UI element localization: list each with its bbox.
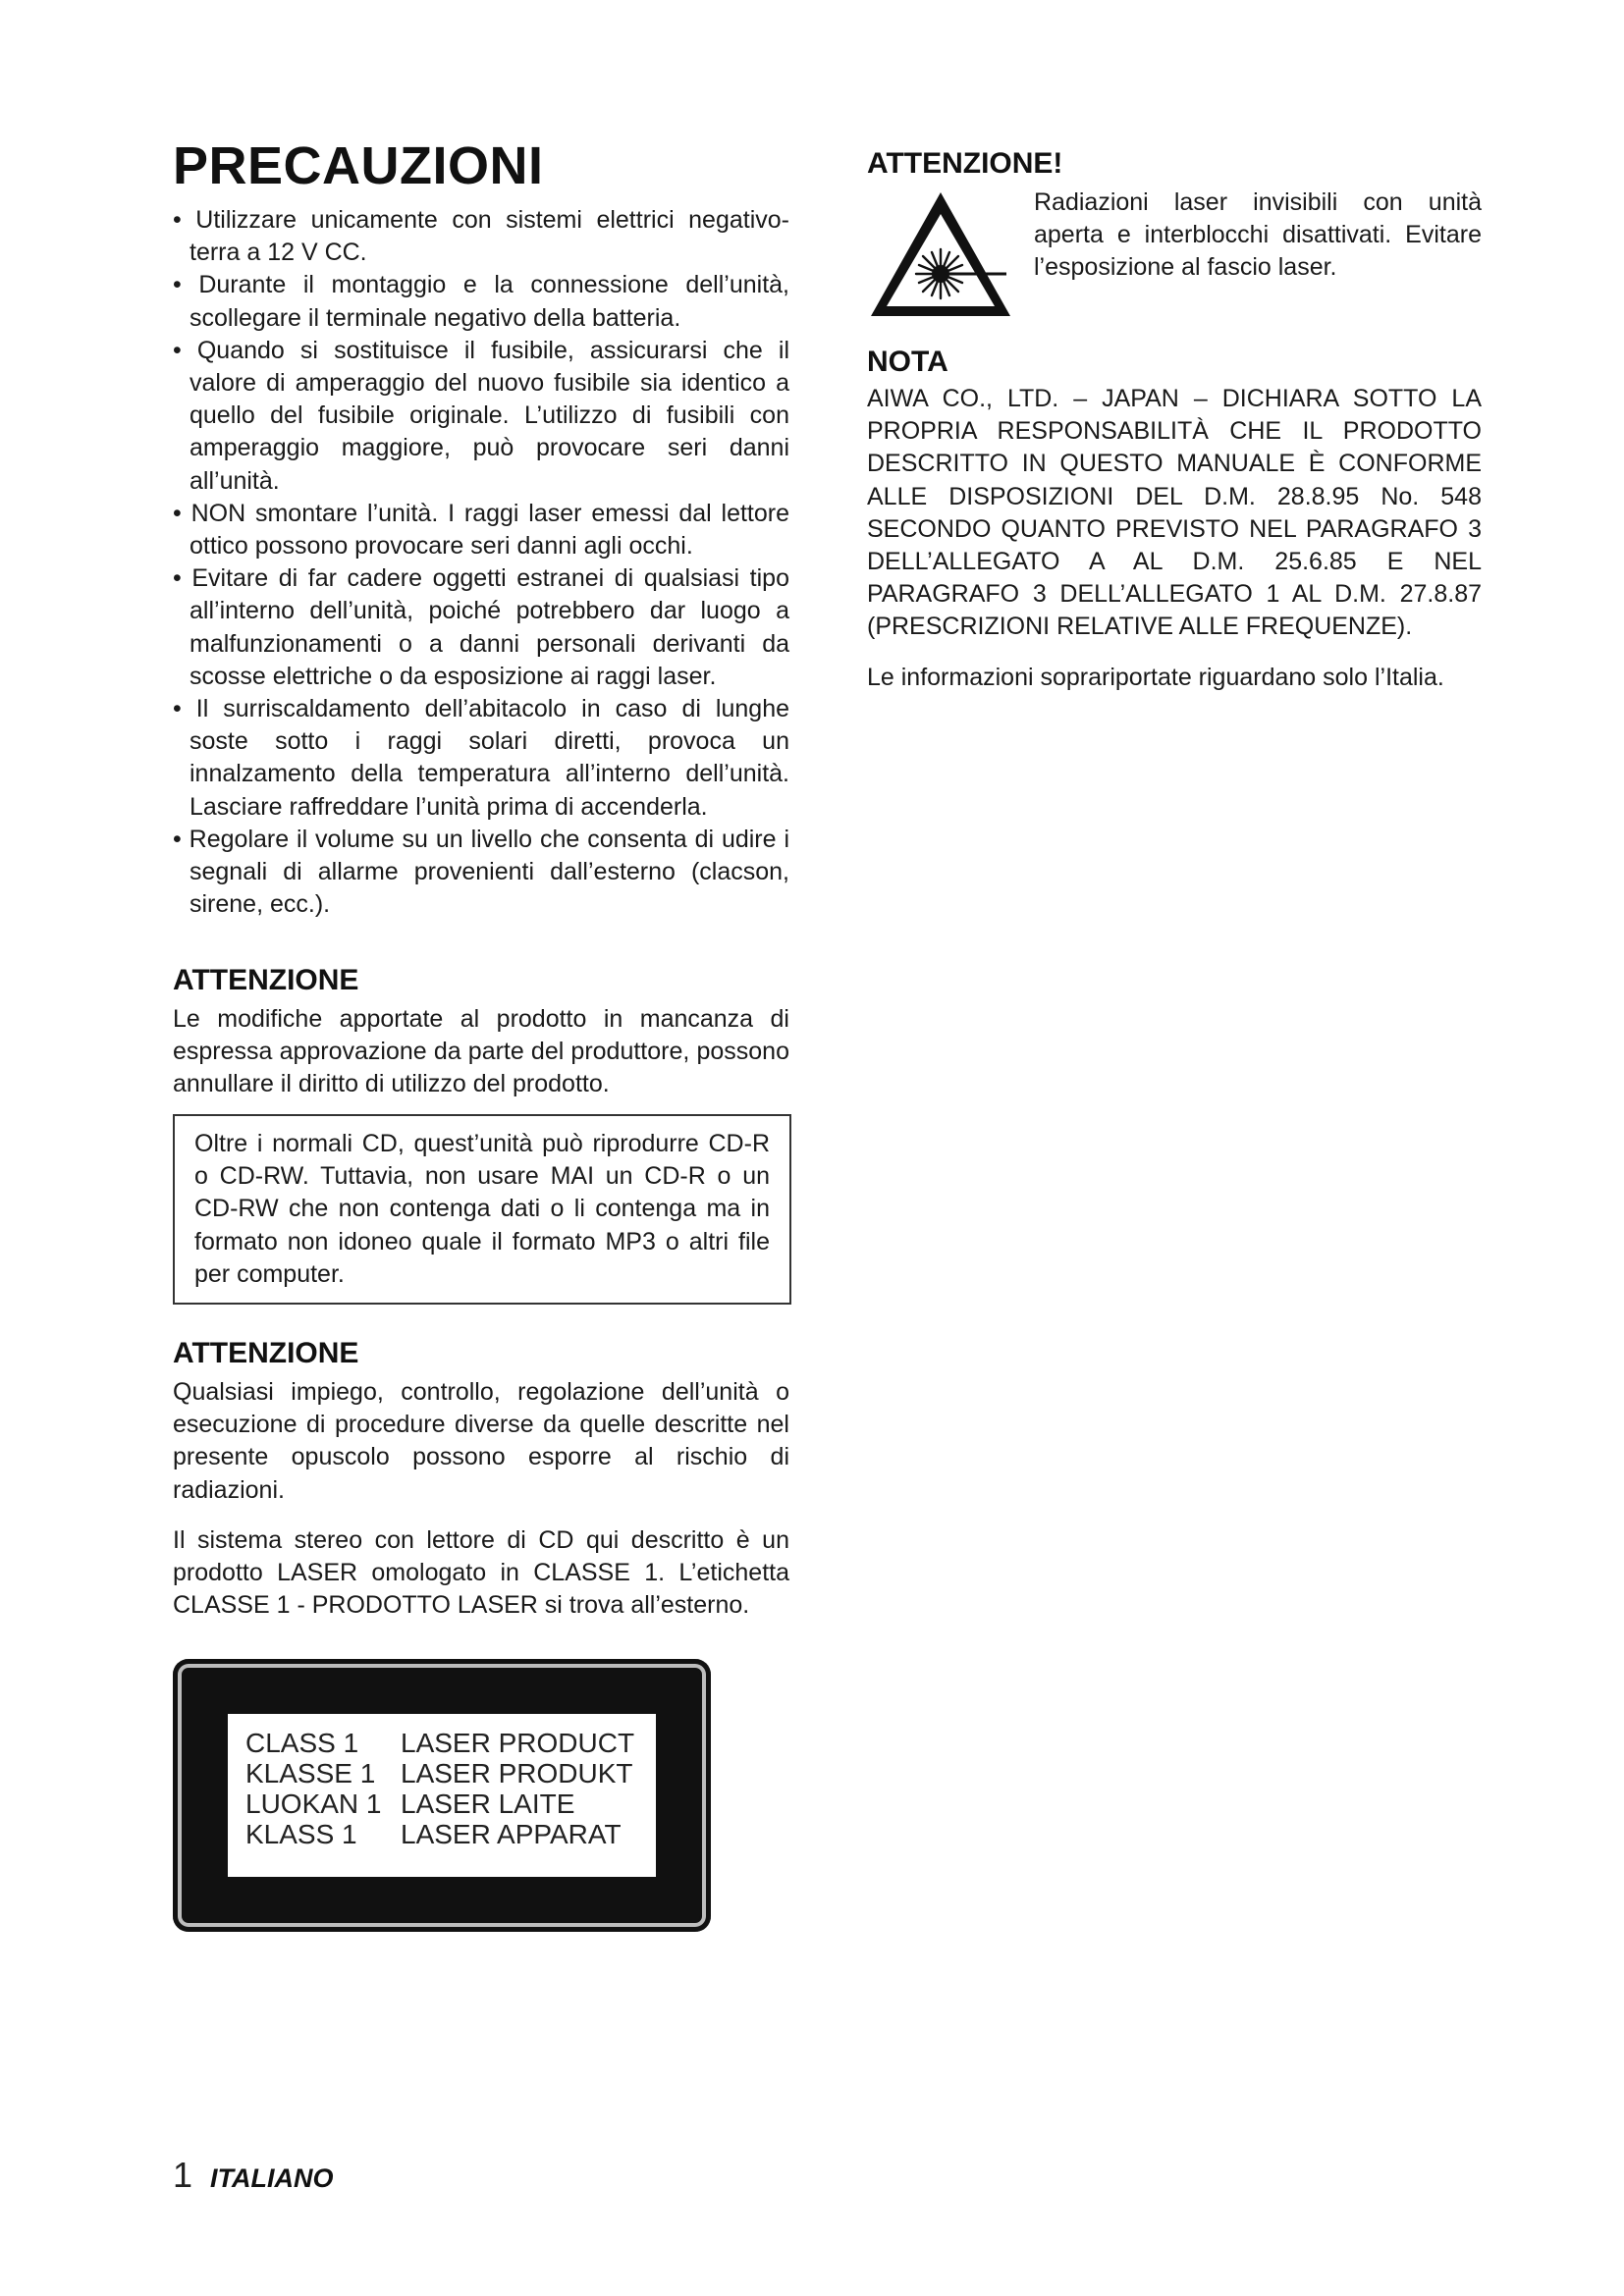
laser-label-product: LASER PRODUCT: [401, 1728, 635, 1758]
laser-label-product: LASER APPARAT: [401, 1819, 622, 1849]
laser-label-class: CLASS 1: [245, 1728, 359, 1758]
laser-label-row: [245, 1728, 656, 1758]
list-item: • Regolare il volume su un livello che consenta di udire i segnali di allarme provenienti dall’esterno (clacson, sirene, ecc.).: [173, 824, 789, 922]
laser-class-label: [173, 1659, 711, 1932]
laser-label-class: KLASS 1: [245, 1819, 357, 1849]
attenzione-text-1: Le modifiche apportate al prodotto in mancanza di espressa approvazione da parte del produttore, possono annullare il diritto di utilizzo del prodotto.: [173, 1005, 789, 1098]
laser-label-class: KLASSE 1: [245, 1758, 376, 1789]
page-footer: [173, 2155, 334, 2196]
cdr-notice-box: Oltre i normali CD, quest’unità può riprodurre CD-R o CD-RW. Tuttavia, non usare MAI un CD-R o un CD-RW che non contenga dati o li contenga ma in formato non idoneo quale il formato MP3 o altri file per computer.: [173, 1114, 791, 1305]
list-item: • Quando si sostituisce il fusibile, assicurarsi che il valore di amperaggio del nuovo fusibile sia identico a quello del fusibile originale. L’utilizzo di fusibili con amperaggio maggiore, può provocare seri danni all’unità.: [173, 335, 789, 498]
list-item: • Evitare di far cadere oggetti estranei di qualsiasi tipo all’interno dell’unità, poiché potrebbero dar luogo a malfunzionamenti o a danni personali derivanti da scosse elettriche o da esposizione ai raggi laser.: [173, 562, 789, 693]
language-label: ITALIANO: [210, 2163, 334, 2193]
attenzione-exclamation-heading: ATTENZIONE!: [867, 147, 1063, 180]
attenzione-heading-2: ATTENZIONE: [173, 1337, 359, 1369]
laser-label-row: [245, 1819, 656, 1849]
attenzione-section-2: [173, 1337, 789, 1622]
list-item: • Utilizzare unicamente con sistemi elettrici negativo-terra a 12 V CC.: [173, 204, 789, 269]
list-item: • Durante il montaggio e la connessione dell’unità, scollegare il terminale negativo della batteria.: [173, 269, 789, 334]
list-item: • NON smontare l’unità. I raggi laser emessi dal lettore ottico possono provocare seri danni agli occhi.: [173, 498, 789, 562]
laser-label-inner: [228, 1714, 656, 1877]
laser-label-product: LASER LAITE: [401, 1789, 575, 1819]
laser-label-row: [245, 1758, 656, 1789]
laser-warning-text: Radiazioni laser invisibili con unità aperta e interblocchi disattivati. Evitare l’esposizione al fascio laser.: [1034, 188, 1482, 282]
nota-section: [867, 346, 1482, 694]
page-title: PRECAUZIONI: [173, 136, 544, 195]
nota-heading: NOTA: [867, 346, 948, 378]
attenzione-heading-1: ATTENZIONE: [173, 964, 359, 996]
nota-text: AIWA CO., LTD. – JAPAN – DICHIARA SOTTO LA PROPRIA RESPONSABILITÀ CHE IL PRODOTTO DESCRITTO IN QUESTO MANUALE È CONFORME ALLE DISPOSIZIONI DEL D.M. 28.8.95 No. 548 SECONDO QUANTO PREVISTO NEL PARAGRAFO 3 DELL’ALLEGATO A AL D.M. 25.6.85 E NEL PARAGRAFO 3 DELL’ALLEGATO 1 AL D.M. 27.8.87 (PRESCRIZIONI RELATIVE ALLE FREQUENZE).: [867, 385, 1482, 641]
list-item: • Il surriscaldamento dell’abitacolo in caso di lunghe soste sotto i raggi solari diretti, provoca un innalzamento della temperatura all’interno dell’unità. Lasciare raffreddare l’unità prima di accenderla.: [173, 693, 789, 824]
italy-note: Le informazioni soprariportate riguardano solo l’Italia.: [867, 663, 1444, 691]
laser-label-class: LUOKAN 1: [245, 1789, 382, 1819]
laser-label-product: LASER PRODUKT: [401, 1758, 633, 1789]
laser-class-text: Il sistema stereo con lettore di CD qui descritto è un prodotto LASER omologato in CLASSE 1. L’etichetta CLASSE 1 - PRODOTTO LASER si trova all’esterno.: [173, 1525, 789, 1620]
laser-label-row: [245, 1789, 656, 1819]
page-number: 1: [173, 2155, 193, 2195]
precautions-list: [173, 204, 789, 921]
attenzione-section-1: [173, 964, 789, 1101]
radiation-warning-text: Qualsiasi impiego, controllo, regolazione dell’unità o esecuzione di procedure diverse da quelle descritte nel presente opuscolo possono esporre al rischio di radiazioni.: [173, 1378, 789, 1504]
laser-warning-icon: [867, 188, 1014, 321]
